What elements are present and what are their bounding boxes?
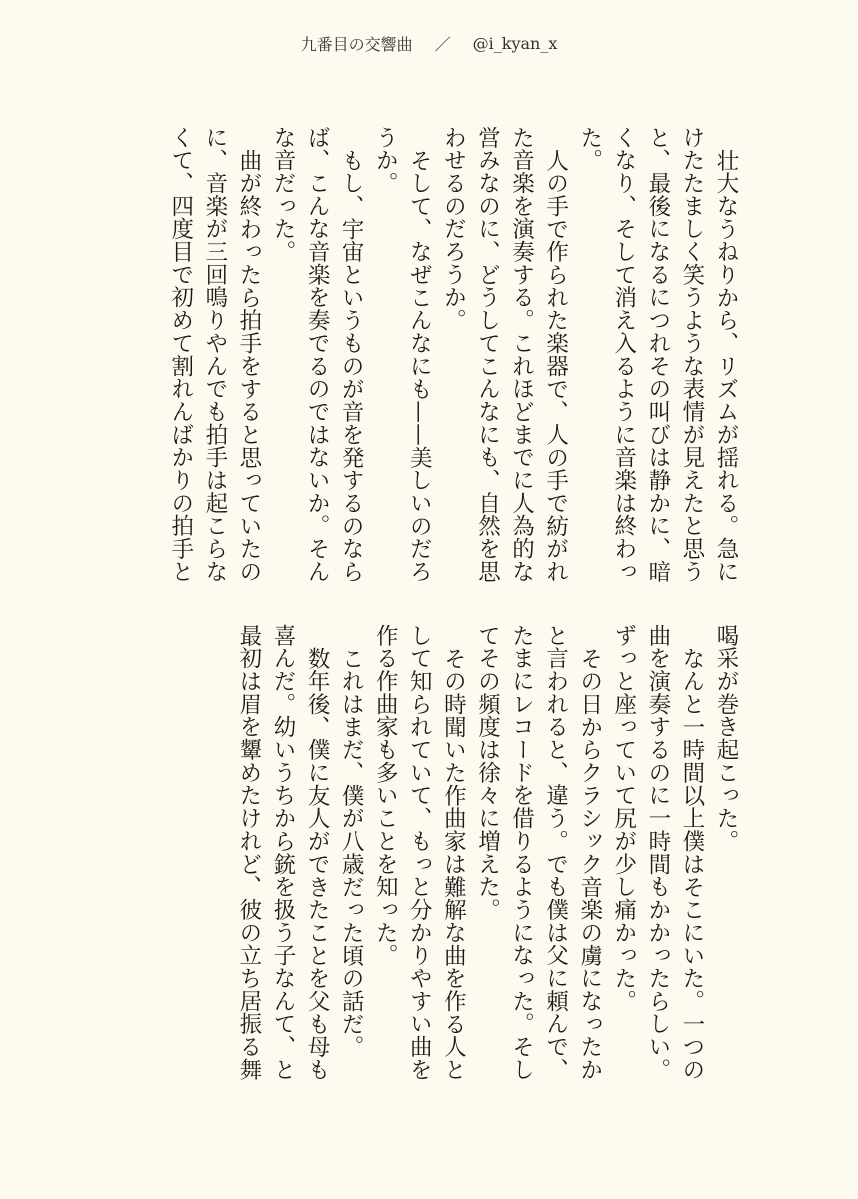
paragraph: そして、なぜこんなにも——美しいのだろうか。 <box>372 126 433 583</box>
paragraph: 喝采が巻き起こった。 <box>713 624 739 853</box>
paragraph: 人の手で作られた楽器で、人の手で紡がれた音楽を演奏する。これほどまでに人為的な営みなのに、どうしてこんなにも、自然を思わせるのだろうか。 <box>440 126 569 583</box>
header-separator: ／ <box>434 34 451 54</box>
paragraph: もし、宇宙というものが音を発するのならば、こんな音楽を奏でるのではないか。そんな音だった。 <box>269 126 365 583</box>
book-title: 九番目の交響曲 <box>300 34 413 54</box>
paragraph: 数年後、僕に友人ができたことを父も母も喜んだ。幼いうちから銃を扱う子なんて、と最初は眉を顰めたけれど、彼の立ち居振る舞 <box>235 624 331 1081</box>
text-block-bottom <box>113 624 743 1094</box>
page-header <box>0 30 858 56</box>
author-handle: @i_kyan_x <box>472 33 558 53</box>
paragraph: その時聞いた作曲家は難解な曲を作る人として知られていて、もっと分かりやすい曲を作る作曲家も多いことを知った。 <box>372 624 467 1081</box>
text-block-top <box>113 126 743 596</box>
paragraph: なんと一時間以上僕はそこにいた。一つの曲を演奏するのに一時間もかかったらしい。ずっと座っていて尻が少し痛かった。 <box>610 624 705 1081</box>
paragraph: 壮大なうねりから、リズムが揺れる。急にけたたましく笑うような表情が見えたと思うと、最後になるにつれその叫びは静かに、暗くなり、そして消え入るように音楽は終わった。 <box>576 126 739 583</box>
paragraph: これはまだ、僕が八歳だった頃の話だ。 <box>338 646 365 1058</box>
paragraph: その日からクラシック音楽の虜になったかと言われると、違う。でも僕は父に頼んで、たまにレコードを借りるようになった。そしてその頻度は徐々に増えた。 <box>474 624 603 1081</box>
paragraph: 曲が終わったら拍手をすると思っていたのに、音楽が三回鳴りやんでも拍手は起こらなくて、四度目で初めて割れんばかりの拍手と <box>167 126 262 583</box>
